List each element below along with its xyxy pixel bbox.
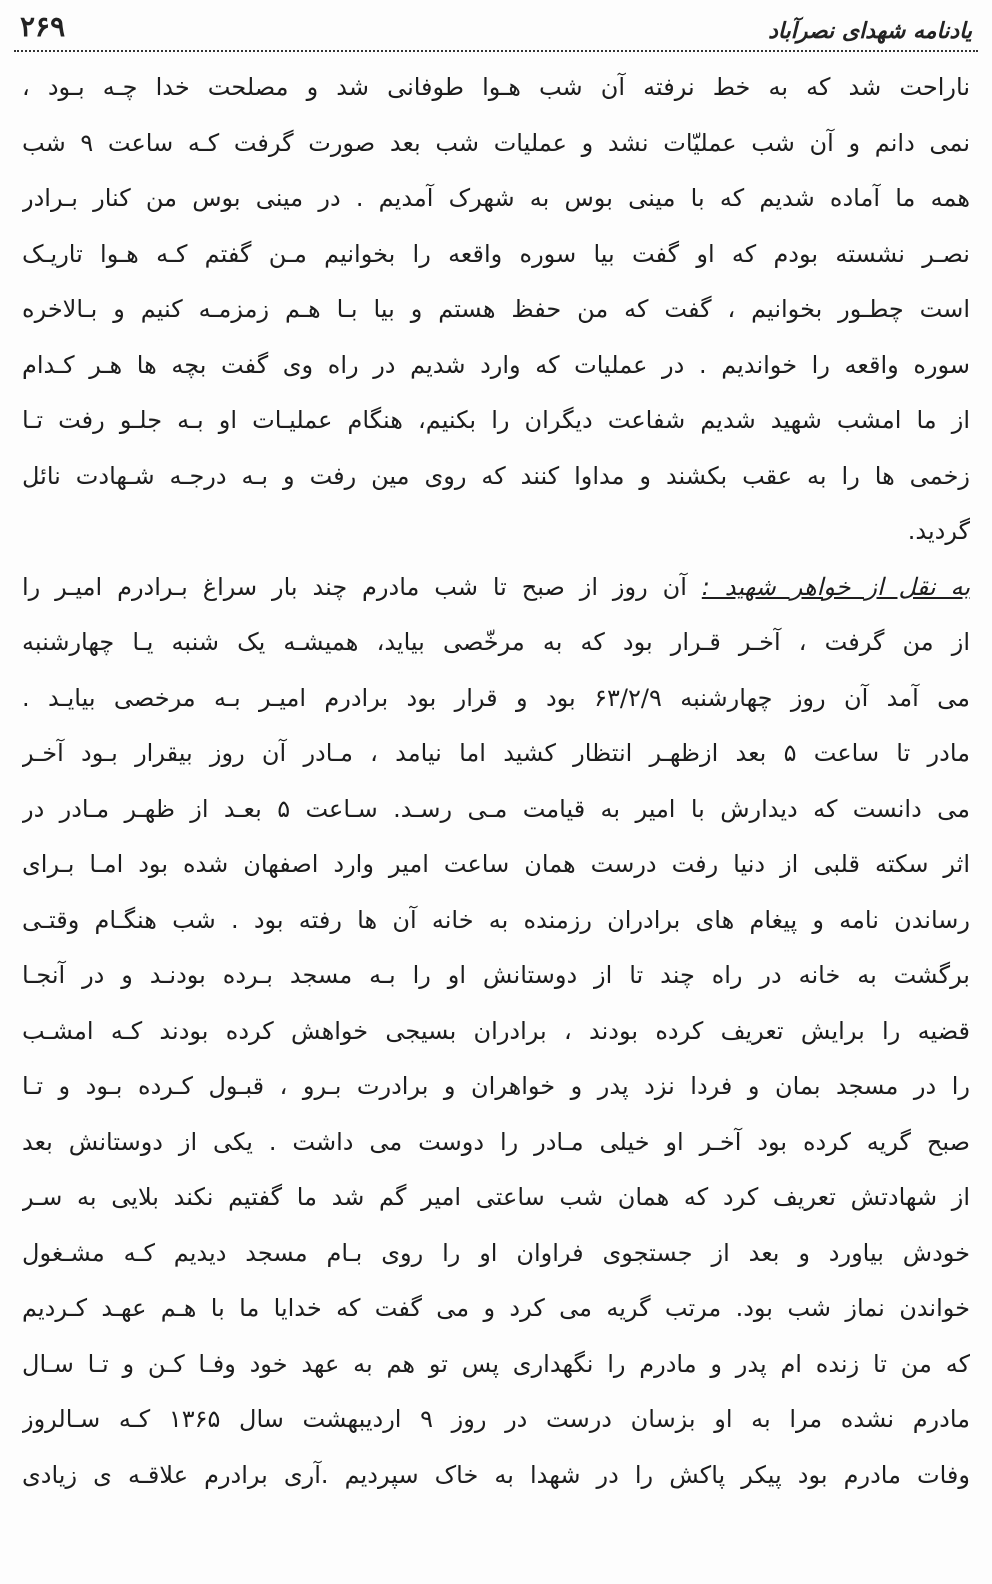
text-line: قضیه را برایش تعریف کرده بودند ، برادران بسیجی خواهش کرده بودند کـه امشـب [22, 1016, 970, 1045]
text-line: از من گرفت ، آخـر قـرار بود که به مرخّصی بیاید، همیشـه یک شنبه یـا چهارشنبه [22, 628, 970, 656]
text-line: نصـر نشسته بودم که او گفت بیا سوره واقعه را بخوانیم مـن گفتم کـه هـوا تاریـک [22, 239, 970, 268]
text-line: مادر تا ساعت ۵ بعد ازظهـر انتظار کشید اما نیامد ، مـادر آن روز بیقرار بـود آخـر [22, 739, 970, 767]
text-line: از شهادتش تعریف کرد که همان شب ساعتی امیر گم شد ما گفتیم نکند بلایی به سـر [22, 1183, 970, 1211]
text-line: خواندن نماز شب بود. مرتب گریه می کرد و می گفت که خدایا ما با هـم عهـد کـردیم [22, 1294, 970, 1322]
text-line: از ما امشب شهید شدیم شفاعت دیگران را بکنیم، هنگام عملیـات او بـه جلـو رفت تـا [22, 406, 970, 434]
text-line: خودش بیاورد و بعد از جستجوی فراوان او را روی بـام مسجد دیدیم کـه مشـغول [22, 1238, 970, 1267]
text-line: را در مسجد بمان و فردا نزد پدر و خواهران و برادرت بـرو ، قبـول کـرده بـود و تـا [22, 1072, 970, 1100]
text-line: همه ما آماده شدیم که با مینی بوس به شهرک آمدیم . در مینی بوس من کنار بـرادر [22, 184, 970, 212]
text-line: زخمی ها را به عقب بکشند و مداوا کنند که روی مین رفت و بـه درجـه شـهادت نائل [22, 461, 970, 490]
text-line: رساندن نامه و پیغام های برادران رزمنده به خانه آن ها رفته بود . شب هنگـام وقتـی [22, 905, 970, 934]
running-title: یادنامه شهدای نصرآباد [768, 18, 972, 44]
text-line [22, 560, 970, 616]
source-label: به نقل از خواهر شهید : [701, 572, 970, 601]
text-line: وفات مادرم بود پیکر پاکش را در شهدا به خاک سپردیم .آری برادرم علاقـه ی زیادی [22, 1460, 970, 1489]
page-header [14, 10, 978, 52]
text-line: که من تا زنده ام پدر و مادرم را نگهداری پس تو هم به عهد خود وفـا کـن و تـا سـال [22, 1349, 970, 1378]
text-line: برگشت به خانه در راه چند تا از دوستانش او را بـه مسجد بـرده بودنـد و در آنجـا [22, 961, 970, 989]
text-line-rest: آن روز از صبح تا شب مادرم چند بار سراغ بـرادرم امیـر را [22, 572, 687, 601]
text-line: نمی دانم و آن شب عملیّات نشد و عملیات شب بعد صورت گرفت کـه ساعت ۹ شب [22, 128, 970, 157]
text-line: مادرم نشده مرا به او بزسان درست در روز ۹ اردیبهشت سال ۱۳۶۵ کـه سـالروز [22, 1405, 970, 1433]
text-line: صبح گریه کرده بود آخـر او خیلی مـادر را دوست می داشت . یکی از دوستانش بعد [22, 1127, 970, 1156]
page-number: ۲۶۹ [20, 10, 66, 43]
text-line: سوره واقعه را خواندیم . در عملیات که وارد شدیم در راه وی گفت بچه ها هـر کـدام [22, 350, 970, 379]
text-line: است چطـور بخوانیم ، گفت که من حفظ هستم و بیا بـا هـم زمزمـه کنیم و بـالاخره [22, 295, 970, 323]
text-line: ناراحت شد که به خط نرفته آن شب هـوا طوفانی شد و مصلحت خدا چـه بـود ، [22, 73, 970, 101]
text-line: گردید. [907, 517, 970, 545]
text-line: اثر سکته قلبی از دنیا رفت درست همان ساعت امیر وارد اصفهان شده بود امـا بـرای [22, 850, 970, 878]
text-line: می دانست که دیدارش با امیر به قیامت مـی رسـد. سـاعت ۵ بعـد از ظهـر مـادر در [22, 794, 970, 823]
text-line: می آمد آن روز چهارشنبه ۶۳/۲/۹ بود و قرار بود برادرم امیـر بـه مرخصی بیایـد . [22, 683, 970, 712]
body-text [22, 60, 970, 1503]
